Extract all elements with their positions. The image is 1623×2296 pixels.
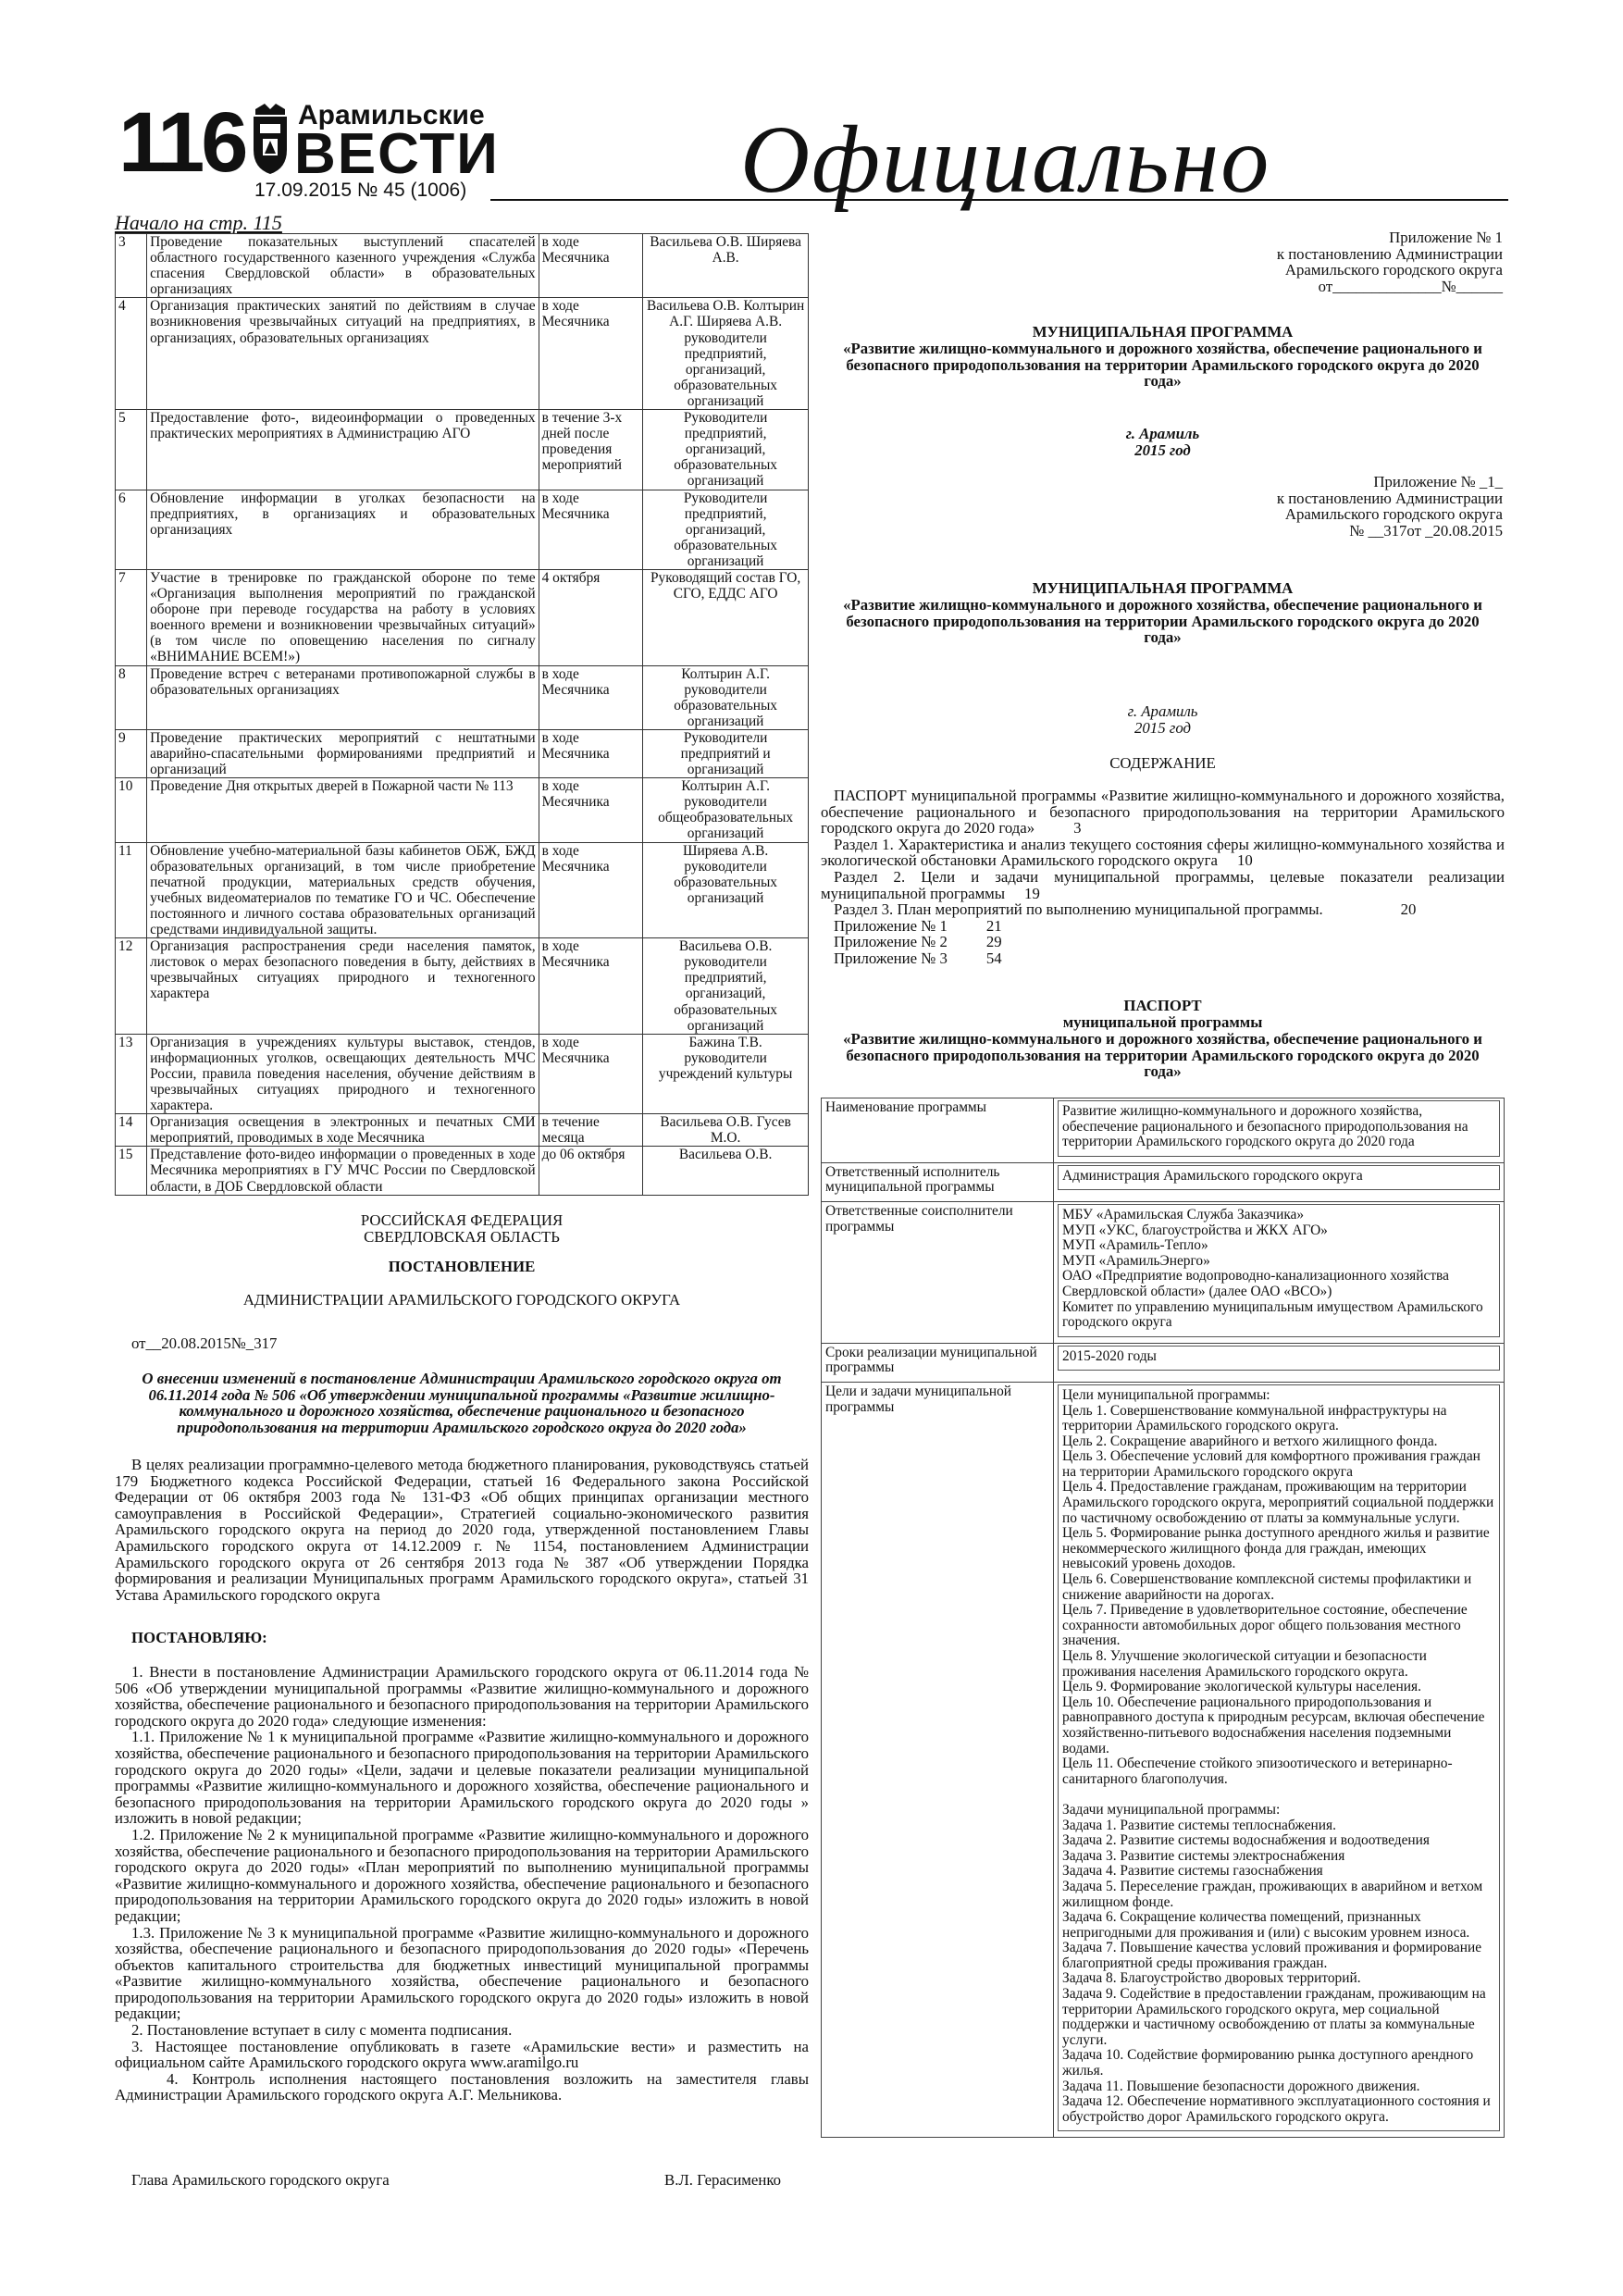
row-number: 15: [116, 1147, 147, 1195]
appendix2-place: г. Арамиль: [1127, 702, 1198, 720]
goals-heading: Цели муниципальной программы:: [1062, 1386, 1270, 1403]
row-term: в течение 3-х дней после проведения мероприятий: [539, 410, 643, 490]
decree-subject: О внесении изменений в постановление Администрации Арамильского городского округа от 06.11.2014 года № 506 «Об утверждении муниципальной программы «Развитие жилищно-коммунального и дорожного хозяйства, обеспечение рационального и безопасного природопользования на территории Арамильского городского округа до 2020 года»: [142, 1370, 782, 1436]
goal-item: Цель 6. Совершенствование комплексной системы профилактики и снижение аварийности на дорогах.: [1062, 1571, 1472, 1603]
newspaper-name-prefix: Арамильские: [298, 100, 485, 130]
row-activity: Обновление учебно-материальной базы кабинетов ОБЖ, БЖД образовательных организаций, в том числе приобретение печатной продукции, материальных средств обучения, учебных видеоматериалов по тематике ГО и ЧС. Обеспечение постоянного и личного состава образовательных организаций средствами индивидуальной защиты.: [147, 842, 539, 938]
table-row: [116, 1114, 809, 1147]
task-item: Задача 8. Благоустройство дворовых территорий.: [1062, 1970, 1361, 1987]
row-responsible: Колтырин А.Г. руководители общеобразовательных организаций: [643, 778, 809, 842]
passport-key: Наименование программы: [822, 1098, 1054, 1163]
table-row: [116, 729, 809, 777]
city-coat-of-arms-icon: [252, 104, 289, 176]
task-item: Задача 3. Развитие системы электроснабжения: [1062, 1847, 1345, 1864]
passport-row: [822, 1343, 1505, 1382]
row-activity: Проведение практических мероприятий с нештатными аварийно-спасательными формированиями предприятий и организаций: [147, 729, 539, 777]
continued-from: Начало на стр. 115: [115, 211, 282, 234]
passport-row: [822, 1162, 1505, 1201]
passport-value-text: Администрация Арамильского городского округа: [1058, 1165, 1500, 1191]
tasks-heading: Задачи муниципальной программы:: [1062, 1801, 1281, 1818]
table-row: [116, 778, 809, 842]
passport-program-name: «Развитие жилищно-коммунального и дорожного хозяйства, обеспечение рационального и безопасного природопользования на территории Арамильского городского округа до 2020 года»: [843, 1030, 1482, 1081]
task-item: Задача 7. Повышение качества условий проживания и формирование благоприятной среды проживания граждан.: [1062, 1940, 1482, 1971]
row-activity: Обновление информации в уголках безопасности на предприятиях, в организациях и образовательных организациях: [147, 490, 539, 569]
table-row: [116, 410, 809, 490]
passport-title: ПАСПОРТ: [1123, 997, 1202, 1014]
task-item: Задача 6. Сокращение количества помещений, признанных непригодными для проживания и (или) с высоким уровнем износа.: [1062, 1909, 1470, 1941]
contents-entry: ПАСПОРТ муниципальной программы «Развитие жилищно-коммунального и дорожного хозяйства, обеспечение рационального и безопасного природопользования на территории Арамильского городского округа до 2020 года» 3: [821, 787, 1509, 838]
decree-header: [115, 1212, 809, 1308]
row-responsible: Васильева О.В. руководители предприятий, организаций, образовательных организаций: [643, 938, 809, 1035]
decree-item: 3. Настоящее постановление опубликовать в газете «Арамильские вести» и разместить на официальном сайте Арамильского городского округа www.aramilgo.ru: [115, 2037, 809, 2072]
row-term: в ходе Месячника: [539, 729, 643, 777]
passport-value: [1054, 1098, 1505, 1163]
decree-authority: АДМИНИСТРАЦИИ АРАМИЛЬСКОГО ГОРОДСКОГО ОКРУГА: [242, 1290, 681, 1309]
row-number: 6: [116, 490, 147, 569]
task-item: Задача 4. Развитие системы газоснабжения: [1062, 1863, 1323, 1880]
appendix1-program-title: МУНИЦИПАЛЬНАЯ ПРОГРАММА: [1032, 323, 1294, 341]
goal-item: Цель 10. Обеспечение рационального природопользования и равноправного доступа к природным ресурсам, включая обеспечение хозяйственно-питьевого водоснабжения населения подземными водами.: [1062, 1694, 1485, 1756]
row-number: 8: [116, 665, 147, 729]
row-number: 9: [116, 729, 147, 777]
passport-table: [821, 1098, 1505, 2138]
row-activity: Организация освещения в электронных и печатных СМИ мероприятий, проводимых в ходе Месячника: [147, 1114, 539, 1147]
passport-key: Ответственные соисполнители программы: [822, 1201, 1054, 1343]
task-item: Задача 5. Переселение граждан, проживающих в аварийном и ветхом жилищном фонде.: [1062, 1878, 1483, 1910]
signature-name: В.Л. Герасименко: [664, 2171, 782, 2189]
decree-preamble: В целях реализации программно-целевого метода бюджетного планирования, руководствуясь статьей 179 Бюджетного кодекса Российской Федерации, статьей 16 Федерального закона Российской Федерации от 06 октября 2003 года № 131-ФЗ «Об общих принципах организации местного самоуправления в Российской Федерации», Стратегией социально-экономического развития Арамильского городского округа на период до 2020 года, утвержденной постановлением Главы Арамильского городского округа от 14.12.2009 г. № 1154, постановлением Администрации Арамильского городского округа от 26 сентября 2013 года № 387 «Об утверждении Порядка формирования и реализации Муниципальных программ Арамильского городского округа», статьей 31 Устава Арамильского городского округа: [115, 1456, 809, 1604]
decree-item: 1. Внести в постановление Администрации Арамильского городского округа от 06.11.2014 года № 506 «Об утверждении муниципальной программы «Развитие жилищно-коммунального и дорожного хозяйства, обеспечение рационального и безопасного природопользования на территории Арамильского городского округа до 2020 года» следующие изменения:: [115, 1663, 809, 1730]
decree-item: 1.1. Приложение № 1 к муниципальной программе «Развитие жилищно-коммунального и дорожного хозяйства, обеспечение рационального и безопасного природопользования на территории Арамильского городского округа до 2020 годы» «Цели, задачи и целевые показатели реализации муниципальной программы «Развитие жилищно-коммунального и дорожного хозяйства, обеспечение рационального и безопасного природопользования на территории Арамильского городского округа до 2020 годы » изложить в новой редакции;: [115, 1728, 809, 1828]
appendix2-line: Арамильского городского округа: [1284, 505, 1503, 524]
row-activity: Проведение Дня открытых дверей в Пожарной части № 113: [147, 778, 539, 842]
appendix2-line: № __317от _20.08.2015: [1349, 521, 1503, 540]
row-activity: Предоставление фото-, видеоинформации о проведенных практических мероприятиях в Администрацию АГО: [147, 410, 539, 490]
decree-type: ПОСТАНОВЛЕНИЕ: [388, 1258, 536, 1276]
passport-value-text: МБУ «Арамильская Служба Заказчика» МУП «УКС, благоустройства и ЖКХ АГО» МУП «Арамиль-Тепло» МУП «АрамильЭнерго» ОАО «Предприятие водопроводно-канализационного хозяйства Свердловской области» (далее ОАО «ВСО») Комитет по управлению муниципальным имуществом Арамильского городского округа: [1058, 1204, 1500, 1337]
row-number: 14: [116, 1114, 147, 1147]
passport-row-goals: [822, 1382, 1505, 2138]
row-responsible: Руководители предприятий, организаций, образовательных организаций: [643, 410, 809, 490]
passport-value-text: 2015-2020 годы: [1058, 1346, 1500, 1371]
task-item: Задача 11. Повышение безопасности дорожного движения.: [1062, 2078, 1420, 2094]
row-term: в ходе Месячника: [539, 298, 643, 410]
row-term: в ходе Месячника: [539, 1034, 643, 1113]
appendix2-program-title: МУНИЦИПАЛЬНАЯ ПРОГРАММА: [1032, 579, 1294, 597]
row-number: 5: [116, 410, 147, 490]
appendix1-place: г. Арамиль: [1125, 425, 1200, 442]
appendix1-line: от______________№______: [1318, 277, 1503, 295]
row-term: в ходе Месячника: [539, 665, 643, 729]
row-responsible: Руководители предприятий, организаций, образовательных организаций: [643, 490, 809, 569]
row-responsible: Бажина Т.В. руководители учреждений культуры: [643, 1034, 809, 1113]
row-activity: Организация практических занятий по действиям в случае возникновения чрезвычайных ситуаций на предприятиях, в организациях, образовательных организациях: [147, 298, 539, 410]
passport-value: [1054, 1343, 1505, 1382]
newspaper-name: ВЕСТИ: [294, 122, 500, 186]
passport-value-text: Развитие жилищно-коммунального и дорожного хозяйства, обеспечение рационального и безопасного природопользования на территории Арамильского городского округа до 2020 года: [1058, 1100, 1500, 1157]
row-activity: Участие в тренировке по гражданской обороне по теме «Организация выполнения мероприятий по гражданской обороне при переводе государства на работу в условиях военного времени и возникновении чрезвычайных ситуаций» (в том числе по оповещению населения по сигналу «ВНИМАНИЕ ВСЕМ!»): [147, 569, 539, 665]
decree-region: СВЕРДЛОВСКАЯ ОБЛАСТЬ: [364, 1227, 560, 1246]
appendix2-line: к постановлению Администрации: [1276, 489, 1503, 507]
passport-key: Цели и задачи муниципальной программы: [822, 1382, 1054, 2138]
contents-entry: Приложение № 1 21: [834, 916, 1002, 935]
row-activity: Организация распространения среди населения памяток, листовок о мерах безопасного поведения в быту, действиях в чрезвычайных ситуациях природного и техногенного характера: [147, 938, 539, 1035]
contents-entry: Приложение № 3 54: [834, 949, 1002, 967]
table-row: [116, 298, 809, 410]
row-term: в ходе Месячника: [539, 842, 643, 938]
passport-value: [1054, 1201, 1505, 1343]
issue-info: 17.09.2015 № 45 (1006): [254, 180, 467, 201]
contents-title: СОДЕРЖАНИЕ: [1109, 754, 1216, 772]
table-row: [116, 938, 809, 1035]
signature-title: Глава Арамильского городского округа: [131, 2171, 390, 2189]
table-row: [116, 842, 809, 938]
decree-item: 2. Постановление вступает в силу с момента подписания.: [131, 2021, 513, 2040]
contents-entry: Раздел 2. Цели и задачи муниципальной программы, целевые показатели реализации муниципальной программы 19: [821, 867, 1509, 902]
appendix1-line: Приложение № 1: [1389, 229, 1503, 246]
header-divider: [490, 199, 1508, 201]
row-number: 13: [116, 1034, 147, 1113]
row-term: в ходе Месячника: [539, 234, 643, 298]
row-activity: Проведение встреч с ветеранами противопожарной службы в образовательных организациях: [147, 665, 539, 729]
appendix2-year: 2015 год: [1134, 719, 1191, 737]
row-term: 4 октября: [539, 569, 643, 665]
goal-item: Цель 8. Улучшение экологической ситуации и безопасности проживания населения Арамильского городского округа.: [1062, 1648, 1427, 1680]
row-term: в течение месяца: [539, 1114, 643, 1147]
row-number: 3: [116, 234, 147, 298]
row-number: 10: [116, 778, 147, 842]
row-term: в ходе Месячника: [539, 778, 643, 842]
goal-item: Цель 5. Формирование рынка доступного арендного жилья и развитие некоммерческого жилищного фонда для граждан, имеющих невысокий уровень доходов.: [1062, 1525, 1490, 1572]
row-activity: Организация в учреждениях культуры выставок, стендов, информационных уголков, освещающих деятельность МЧС России, правила поведения населения, обучение действиям в чрезвычайных ситуациях природного и техногенного характера.: [147, 1034, 539, 1113]
row-responsible: Руководители предприятий и организаций: [643, 729, 809, 777]
appendix1-program-subtitle: «Развитие жилищно-коммунального и дорожного хозяйства, обеспечение рационального и безопасного природопользования на территории Арамильского городского округа до 2020 года»: [843, 340, 1482, 391]
section-title: Официально: [740, 106, 1271, 213]
decree-item: 1.3. Приложение № 3 к муниципальной программе «Развитие жилищно-коммунального и дорожного хозяйства, обеспечение рационального и безопасного природопользования до 2020 годы» «Перечень объектов капитального строительства для бюджетных инвестиций муниципальной программы «Развитие жилищно-коммунального хозяйства, обеспечение рационального и безопасного природопользования на территории Арамильского городского округа до 2020 годы» изложить в новой редакции;: [115, 1923, 809, 2023]
appendix1-line: Арамильского городского округа: [1284, 261, 1503, 279]
passport-subtitle: муниципальной программы: [1062, 1013, 1263, 1031]
appendix1-year: 2015 год: [1134, 441, 1191, 459]
passport-goals: [1058, 1384, 1500, 2132]
goal-item: Цель 1. Совершенствование коммунальной инфраструктуры на территории Арамильского городского округа.: [1062, 1402, 1447, 1434]
table-row: [116, 1034, 809, 1113]
row-responsible: Васильева О.В. Гусев М.О.: [643, 1114, 809, 1147]
row-number: 4: [116, 298, 147, 410]
decree-resolve: ПОСТАНОВЛЯЮ:: [131, 1629, 267, 1646]
table-row: [116, 234, 809, 298]
row-responsible: Васильева О.В. Ширяева А.В.: [643, 234, 809, 298]
passport-row: [822, 1098, 1505, 1163]
goal-item: Цель 11. Обеспечение стойкого эпизоотического и ветеринарно-санитарного благополучия.: [1062, 1756, 1453, 1787]
task-item: Задача 2. Развитие системы водоснабжения и водоотведения: [1062, 1832, 1430, 1849]
row-responsible: Ширяева А.В. руководители образовательных организаций: [643, 842, 809, 938]
passport-value: [1054, 1162, 1505, 1201]
row-number: 7: [116, 569, 147, 665]
decree-items: [115, 1664, 809, 2104]
decree-country: РОССИЙСКАЯ ФЕДЕРАЦИЯ: [360, 1211, 564, 1229]
row-activity: Проведение показательных выступлений спасателей областного государственного казенного учреждения «Служба спасения Свердловской области» в образовательных организациях: [147, 234, 539, 298]
table-row: [116, 1147, 809, 1195]
goal-item: Цель 4. Предоставление гражданам, проживающим на территории Арамильского городского округа, мероприятий социальной поддержки по частичному освобождению от платы за коммунальные услуги.: [1062, 1479, 1494, 1526]
events-table: [115, 233, 809, 1196]
table-row: [116, 665, 809, 729]
row-responsible: Руководящий состав ГО, СГО, ЕДДС АГО: [643, 569, 809, 665]
passport-value: [1054, 1382, 1505, 2138]
appendix2-line: Приложение № _1_: [1373, 473, 1503, 490]
row-number: 12: [116, 938, 147, 1035]
appendix1-line: к постановлению Администрации: [1276, 244, 1503, 263]
task-item: Задача 9. Содействие в предоставлении гражданам, проживающим на территории Арамильского городского округа, мер социальной поддержки и частичному освобождению от платы за коммунальные услуги.: [1062, 1986, 1486, 2048]
table-row: [116, 569, 809, 665]
row-term: в ходе Месячника: [539, 490, 643, 569]
row-term: в ходе Месячника: [539, 938, 643, 1035]
passport-key: Сроки реализации муниципальной программы: [822, 1343, 1054, 1382]
passport-row: [822, 1201, 1505, 1343]
decree-date-number: от__20.08.2015№_317: [131, 1334, 278, 1352]
task-item: Задача 10. Содействие формированию рынка доступного арендного жилья.: [1062, 2047, 1474, 2079]
contents-list: [821, 787, 1509, 967]
goal-item: Цель 9. Формирование экологической культуры населения.: [1062, 1679, 1421, 1695]
spacer: [1062, 1787, 1495, 1803]
row-responsible: Колтырин А.Г. руководители образовательных организаций: [643, 665, 809, 729]
row-term: до 06 октября: [539, 1147, 643, 1195]
decree-item: 1.2. Приложение № 2 к муниципальной программе «Развитие жилищно-коммунального и дорожного хозяйства, обеспечение рационального и безопасного природопользования на территории Арамильского городского округа до 2020 годы» «План мероприятий по выполнению муниципальной программы «Развитие жилищно-коммунального и дорожного хозяйства, обеспечение рационального и безопасного природопользования на территории Арамильского городского округа до 2020 годы» изложить в новой редакции;: [115, 1825, 809, 1925]
goal-item: Цель 2. Сокращение аварийного и ветхого жилищного фонда.: [1062, 1433, 1438, 1449]
goal-item: Цель 3. Обеспечение условий для комфортного проживания граждан на территории Арамильского городского округа: [1062, 1448, 1481, 1480]
task-item: Задача 12. Обеспечение нормативного эксплуатационного состояния и обустройство дорог Арамильского городского округа.: [1062, 2093, 1491, 2125]
contents-entry: Раздел 1. Характеристика и анализ текущего состояния сферы жилищно-коммунального хозяйства и экологической обстановки Арамильского городского округа 10: [821, 835, 1509, 870]
appendix2-program-subtitle: «Развитие жилищно-коммунального и дорожного хозяйства, обеспечение рационального и безопасного природопользования на территории Арамильского городского округа до 2020 года»: [843, 596, 1482, 647]
table-row: [116, 490, 809, 569]
decree-item: 4. Контроль исполнения настоящего постановления возложить на заместителя главы Администрации Арамильского городского округа А.Г. Мельникова.: [115, 2069, 809, 2104]
row-activity: Представление фото-видео информации о проведенных в ходе Месячника мероприятиях в ГУ МЧС России по Свердловской области, в ДОБ Свердловской области: [147, 1147, 539, 1195]
appendix1-header: [1157, 230, 1503, 294]
passport-key: Ответственный исполнитель муниципальной программы: [822, 1162, 1054, 1201]
task-item: Задача 1. Развитие системы теплоснабжения.: [1062, 1817, 1336, 1833]
row-number: 11: [116, 842, 147, 938]
page-number: 116: [118, 95, 245, 190]
contents-entry: Раздел 3. План мероприятий по выполнению муниципальной программы. 20: [834, 900, 1417, 919]
contents-entry: Приложение № 2 29: [834, 933, 1002, 951]
row-responsible: Васильева О.В.: [643, 1147, 809, 1195]
appendix2-header: [1157, 474, 1503, 539]
goal-item: Цель 7. Приведение в удовлетворительное состояние, обеспечение сохранности автомобильных дорог общего пользования местного значения.: [1062, 1602, 1468, 1649]
row-responsible: Васильева О.В. Колтырин А.Г. Ширяева А.В. руководители предприятий, организаций, образовательных организаций: [643, 298, 809, 410]
